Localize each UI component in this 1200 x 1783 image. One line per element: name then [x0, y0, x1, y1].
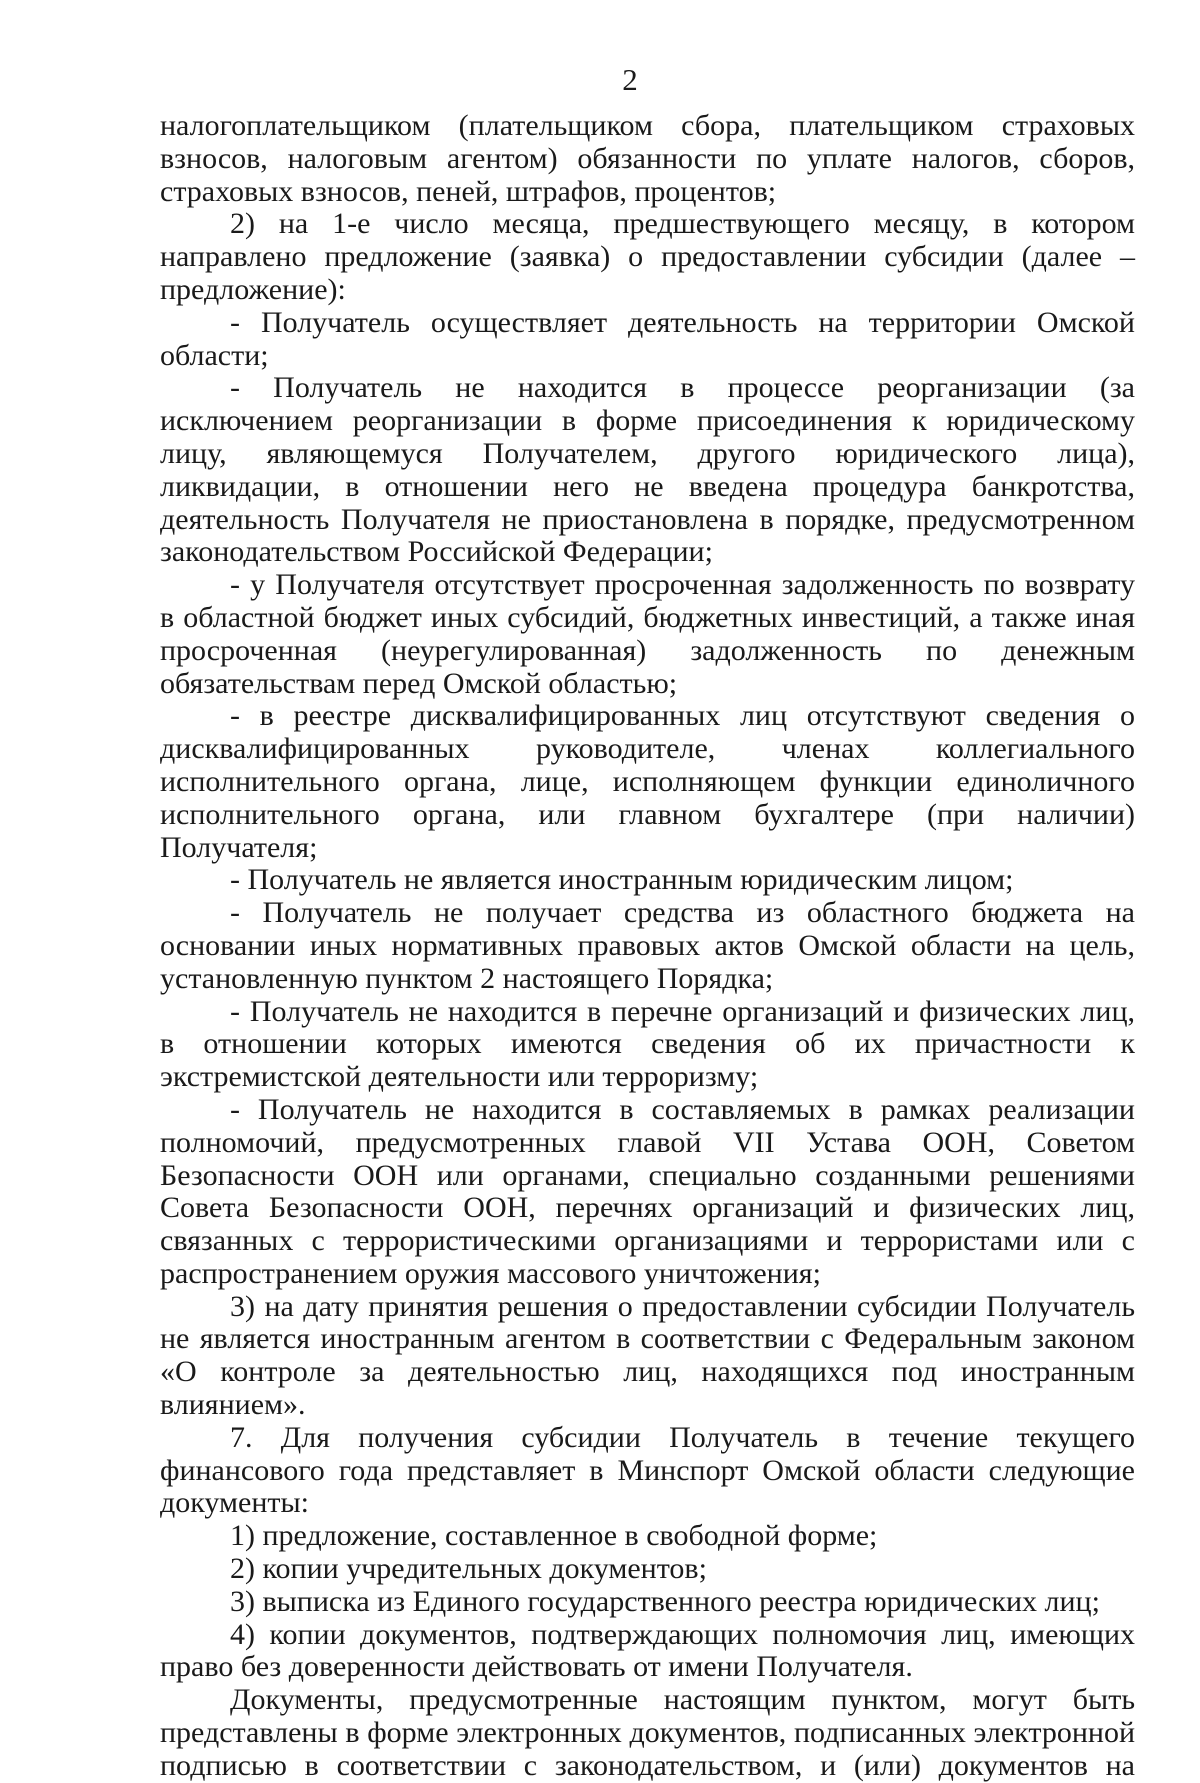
paragraph-11: 3) на дату принятия решения о предоставлении субсидии Получатель не является иностранным агентом в соответствии с Федеральным законом «О контроле за деятельностью лиц, находящихся под иностранным влиянием».	[160, 1289, 1135, 1422]
paragraph-8: - Получатель не получает средства из областного бюджета на основании иных нормативных правовых актов Омской области на цель, установленную пунктом 2 настоящего Порядка;	[160, 896, 1135, 995]
paragraph-3: - Получатель осуществляет деятельность на территории Омской области;	[160, 305, 1135, 372]
paragraph-17: Документы, предусмотренные настоящим пунктом, могут быть представлены в форме электронных документов, подписанных электронной подписью в соответствии с законодательством, и (или) документов на	[160, 1683, 1135, 1782]
paragraph-6: - в реестре дисквалифицированных лиц отсутствуют сведения о дисквалифицированных руководителе, членах коллегиального исполнительного органа, лице, исполняющем функции единоличного исполнительного органа, или главном бухгалтере (при наличии) Получателя;	[160, 699, 1135, 864]
paragraph-7: - Получатель не является иностранным юридическим лицом;	[230, 863, 1014, 897]
paragraph-10: - Получатель не находится в составляемых в рамках реализации полномочий, предусмотренных главой VII Устава ООН, Советом Безопасности ООН или органами, специально созданными решениями Совета Безопасности ООН, перечнях организаций и физических лиц, связанных с террористическими организациями и террористами или с распространением оружия массового уничтожения;	[160, 1092, 1135, 1290]
paragraph-12: 7. Для получения субсидии Получатель в течение текущего финансового года представляет в Минспорт Омской области следующие документы:	[160, 1420, 1135, 1520]
paragraph-15: 3) выписка из Единого государственного реестра юридических лиц;	[230, 1584, 1100, 1618]
page-number: 2	[622, 62, 638, 97]
document-body	[160, 110, 1135, 1783]
paragraph-1: налогоплательщиком (плательщиком сбора, плательщиком страховых взносов, налоговым агентом) обязанности по уплате налогов, сборов, страховых взносов, пеней, штрафов, процентов;	[160, 109, 1135, 208]
paragraph-16: 4) копии документов, подтверждающих полномочия лиц, имеющих право без доверенности действовать от имени Получателя.	[160, 1617, 1135, 1684]
paragraph-4: - Получатель не находится в процессе реорганизации (за исключением реорганизации в форме присоединения к юридическому лицу, являющемуся Получателем, другого юридического лица), ликвидации, в отношении него не введена процедура банкротства, деятельность Получателя не приостановлена в порядке, предусмотренном законодательством Российской Федерации;	[160, 371, 1135, 569]
paragraph-9: - Получатель не находится в перечне организаций и физических лиц, в отношении которых имеются сведения об их причастности к экстремистской деятельности или терроризму;	[160, 994, 1135, 1094]
paragraph-13: 1) предложение, составленное в свободной форме;	[230, 1519, 878, 1553]
paragraph-14: 2) копии учредительных документов;	[230, 1552, 707, 1586]
paragraph-2: 2) на 1-е число месяца, предшествующего месяцу, в котором направлено предложение (заявка) о предоставлении субсидии (далее – предложение):	[160, 207, 1135, 306]
paragraph-5: - у Получателя отсутствует просроченная задолженность по возврату в областной бюджет иных субсидий, бюджетных инвестиций, а также иная просроченная (неурегулированная) задолженность по денежным обязательствам перед Омской областью;	[160, 568, 1135, 700]
